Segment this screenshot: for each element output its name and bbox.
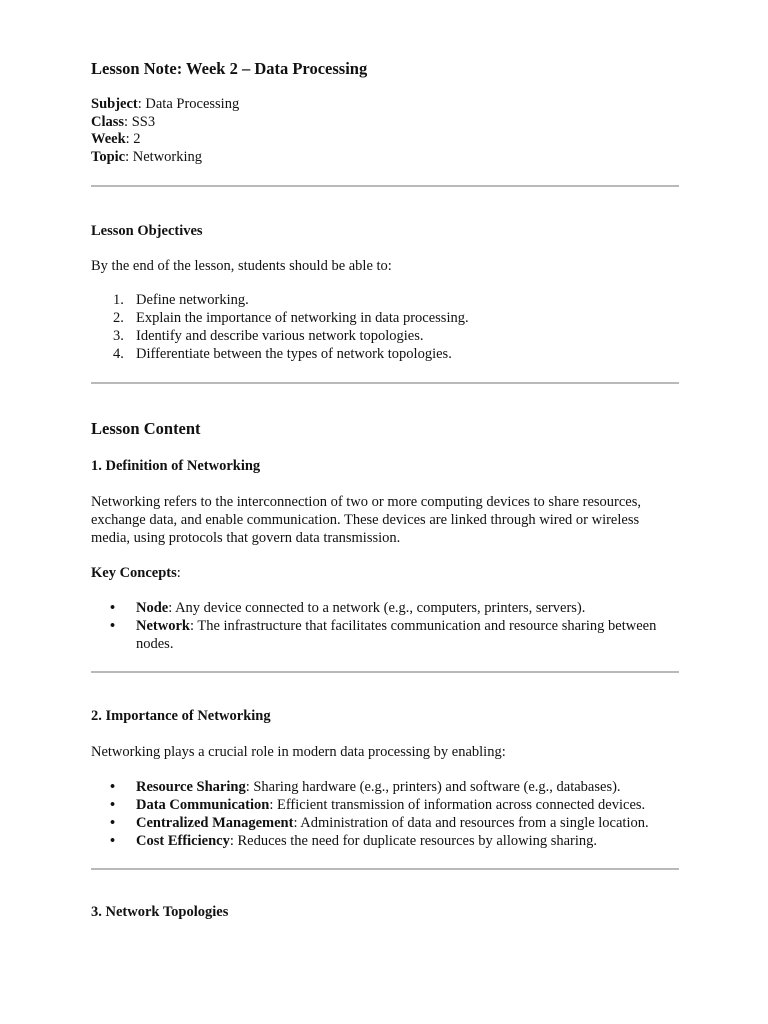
bullet-icon: • (110, 600, 116, 616)
bullet-icon: • (110, 618, 116, 634)
list-item (113, 309, 679, 327)
document-page (91, 58, 679, 920)
concept-term: Node (136, 600, 169, 616)
content-section (91, 419, 679, 653)
bullet-icon: • (110, 815, 116, 831)
importance-term: Resource Sharing (136, 779, 246, 795)
list-item-text: Define networking. (136, 292, 249, 308)
list-number: 2. (113, 310, 124, 326)
list-item (113, 291, 679, 309)
list-item-text: Identify and describe various network topologies. (136, 328, 424, 344)
list-item (110, 617, 679, 653)
objectives-intro: By the end of the lesson, students should be able to: (91, 258, 392, 274)
definition-paragraph: Networking refers to the interconnection of two or more computing devices to share resources, exchange data, and enable communication. These devices are linked through wired or wireless media, using protocols that govern data transmission. (91, 494, 642, 546)
list-item (113, 327, 679, 345)
key-concepts-title: Key Concepts (91, 565, 177, 581)
importance-intro: Networking plays a crucial role in modern data processing by enabling: (91, 744, 506, 760)
importance-desc: : Sharing hardware (e.g., printers) and software (e.g., databases). (245, 779, 621, 795)
objectives-heading: Lesson Objectives (91, 223, 203, 239)
key-concepts-colon: : (176, 565, 181, 581)
section-divider (91, 382, 679, 384)
list-number: 4. (113, 346, 124, 362)
list-item-text: Differentiate between the types of network topologies. (136, 346, 452, 362)
meta-label: Week (91, 131, 126, 147)
key-concepts-label (91, 564, 679, 582)
importance-term: Cost Efficiency (136, 833, 230, 849)
importance-desc: : Administration of data and resources from a single location. (293, 815, 649, 831)
meta-topic (91, 149, 679, 167)
bullet-icon: • (110, 833, 116, 849)
meta-value: : Data Processing (137, 96, 240, 112)
meta-class (91, 114, 679, 132)
definition-heading: 1. Definition of Networking (91, 458, 261, 474)
document-title: Lesson Note: Week 2 – Data Processing (91, 59, 368, 78)
concept-term: Network (136, 618, 190, 634)
concept-desc: : Any device connected to a network (e.g., computers, printers, servers). (168, 600, 586, 616)
objectives-section (91, 222, 679, 363)
meta-subject (91, 96, 679, 114)
topologies-heading: 3. Network Topologies (91, 904, 229, 920)
list-item (110, 599, 679, 617)
meta-value: : 2 (125, 131, 141, 147)
list-number: 3. (113, 328, 124, 344)
section-divider (91, 671, 679, 673)
objectives-list (91, 291, 679, 363)
importance-desc: : Efficient transmission of information across connected devices. (269, 797, 646, 813)
topologies-section (91, 903, 679, 921)
section-divider (91, 185, 679, 187)
meta-label: Topic (91, 148, 126, 165)
list-item (110, 796, 679, 814)
list-item (110, 814, 679, 832)
meta-value: : Networking (125, 148, 203, 165)
content-heading: Lesson Content (91, 419, 201, 438)
meta-label: Class (91, 113, 125, 130)
list-item (110, 778, 679, 796)
list-item (110, 832, 679, 850)
meta-value: : SS3 (124, 113, 156, 130)
list-item (113, 345, 679, 363)
list-number: 1. (113, 292, 124, 308)
concept-desc: : The infrastructure that facilitates communication and resource sharing between nodes. (136, 618, 657, 652)
meta-label: Subject (91, 96, 138, 112)
importance-heading: 2. Importance of Networking (91, 708, 271, 724)
section-divider (91, 868, 679, 870)
importance-term: Centralized Management (136, 815, 294, 831)
importance-list (91, 778, 679, 850)
bullet-icon: • (110, 797, 116, 813)
bullet-icon: • (110, 779, 116, 795)
meta-week (91, 131, 679, 149)
list-item-text: Explain the importance of networking in data processing. (136, 310, 469, 326)
importance-desc: : Reduces the need for duplicate resources by allowing sharing. (229, 833, 598, 849)
importance-term: Data Communication (136, 797, 270, 813)
lesson-meta (91, 96, 679, 166)
importance-section (91, 707, 679, 850)
key-concepts-list (91, 599, 679, 653)
